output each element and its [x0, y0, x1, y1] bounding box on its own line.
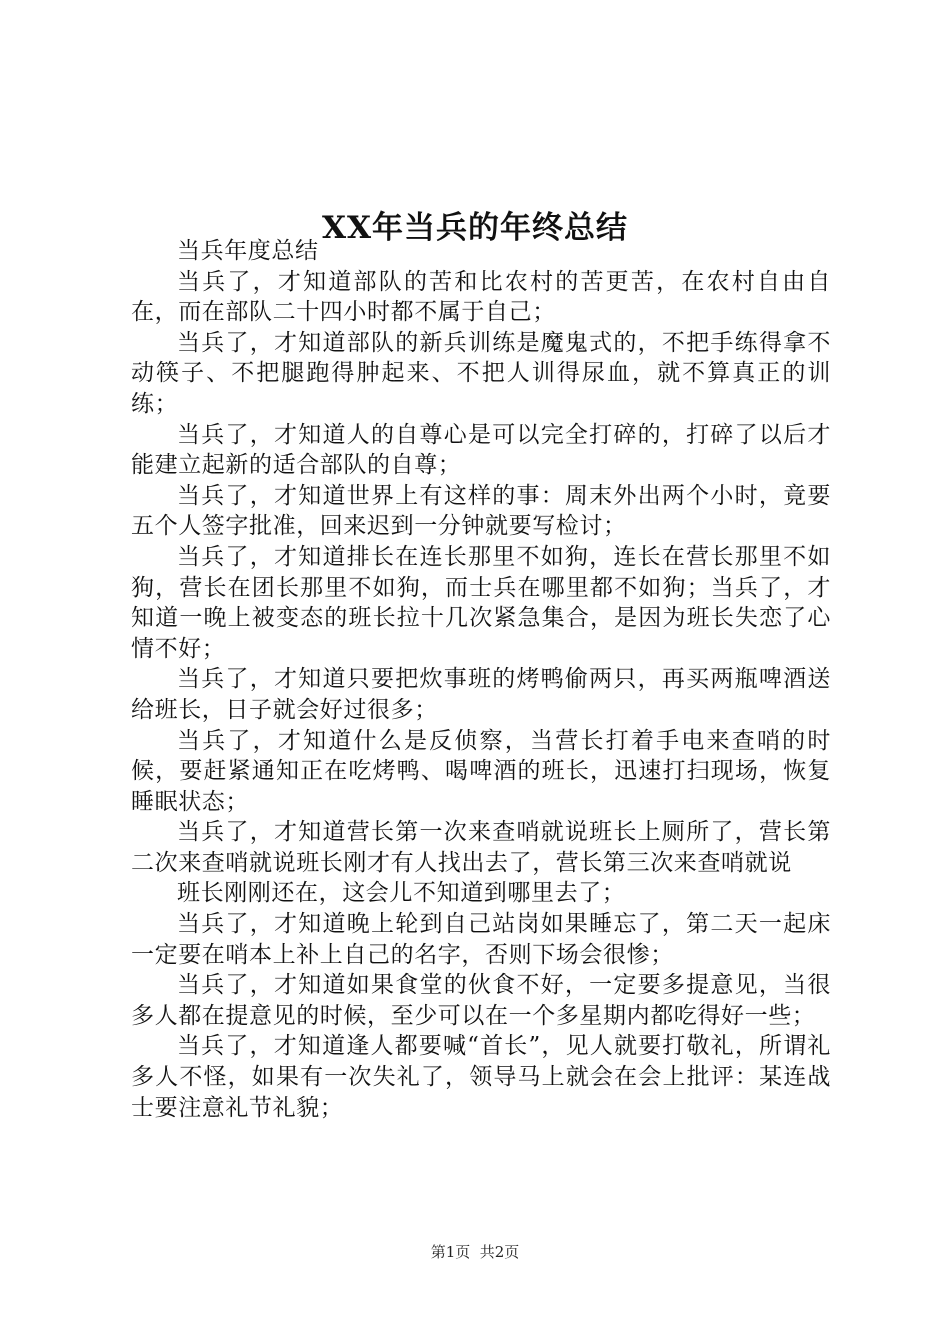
paragraph: 当兵了，才知道部队的苦和比农村的苦更苦，在农村自由自在，而在部队二十四小时都不属于自己；	[131, 268, 831, 326]
document-title: XX年当兵的年终总结	[321, 209, 629, 246]
paragraph: 当兵了，才知道排长在连长那里不如狗，连长在营长那里不如狗，营长在团长那里不如狗，而士兵在哪里都不如狗；当兵了，才知道一晚上被变态的班长拉十几次紧急集合，是因为班长失恋了心情不好；	[131, 543, 831, 662]
paragraph: 班长刚刚还在，这会儿不知道到哪里去了；	[177, 880, 626, 907]
paragraph: 当兵了，才知道人的自尊心是可以完全打碎的，打碎了以后才能建立起新的适合部队的自尊；	[131, 421, 831, 479]
paragraph: 当兵了，才知道营长第一次来查哨就说班长上厕所了，营长第二次来查哨就说班长刚才有人找出去了，营长第三次来查哨就说	[131, 819, 831, 876]
document-body	[131, 236, 831, 1123]
paragraph: 当兵了，才知道如果食堂的伙食不好，一定要多提意见，当很多人都在提意见的时候，至少可以在一个多星期内都吃得好一些；	[131, 972, 831, 1029]
page-footer	[0, 1240, 950, 1264]
paragraph: 当兵了，才知道晚上轮到自己站岗如果睡忘了，第二天一起床一定要在哨本上补上自己的名字，否则下场会很惨；	[131, 911, 831, 968]
paragraph: 当兵年度总结	[177, 238, 319, 264]
paragraph: 当兵了，才知道什么是反侦察，当营长打着手电来查哨的时候，要赶紧通知正在吃烤鸭、喝啤酒的班长，迅速打扫现场，恢复睡眠状态；	[131, 727, 831, 815]
paragraph: 当兵了，才知道世界上有这样的事：周末外出两个小时，竟要五个人签字批准，回来迟到一分钟就要写检讨；	[131, 482, 831, 540]
page-number-label: 第1页 共2页	[430, 1243, 520, 1261]
paragraph: 当兵了，才知道部队的新兵训练是魔鬼式的，不把手练得拿不动筷子、不把腿跑得肿起来、不把人训得尿血，就不算真正的训练；	[131, 329, 831, 417]
paragraph: 当兵了，才知道只要把炊事班的烤鸭偷两只，再买两瓶啤酒送给班长，日子就会好过很多；	[131, 666, 831, 723]
paragraph: 当兵了，才知道逢人都要喊“首长”，见人就要打敬礼，所谓礼多人不怪，如果有一次失礼了，领导马上就会在会上批评：某连战士要注意礼节礼貌；	[131, 1033, 831, 1121]
